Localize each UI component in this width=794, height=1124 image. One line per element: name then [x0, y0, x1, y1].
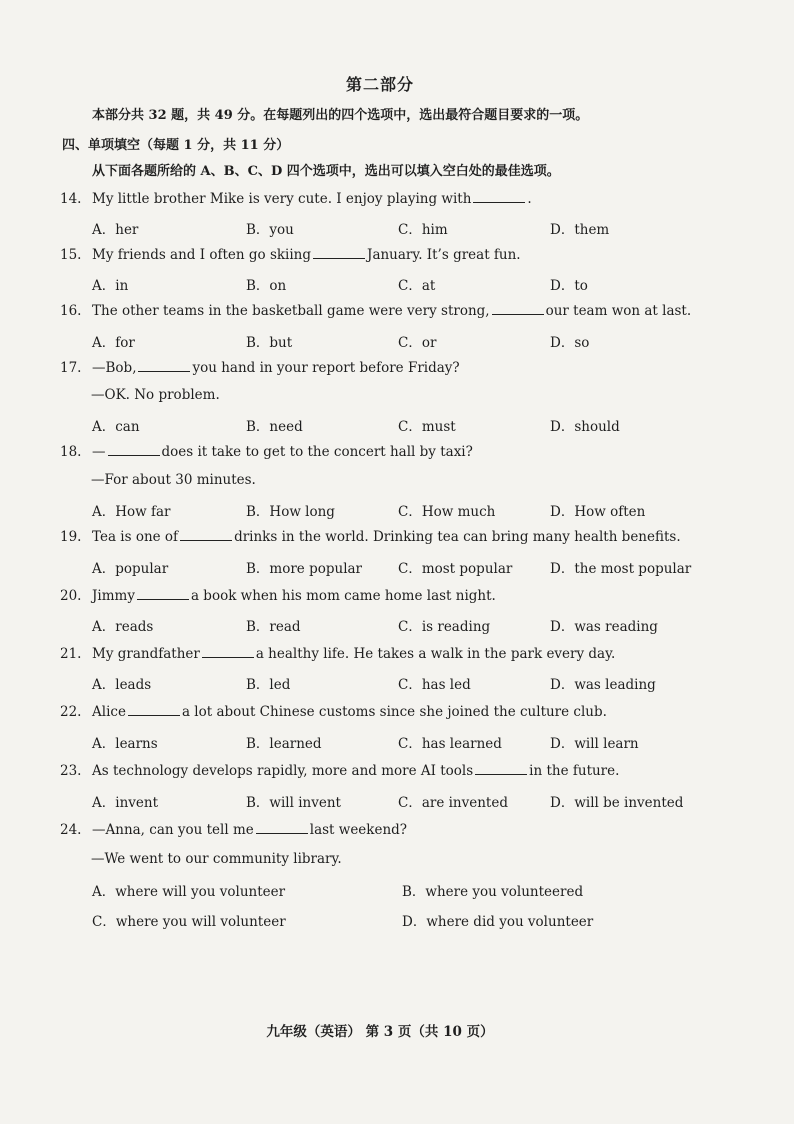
answer-blank	[180, 528, 232, 541]
question-number: 20.	[60, 588, 82, 604]
question-stem-before-blank: My little brother Mike is very cute. I enjoy playing with	[92, 191, 472, 207]
option-c[interactable]: C．at	[398, 278, 436, 294]
option-c[interactable]: C．How much	[398, 504, 496, 520]
question-stem-after-blank: our team won at last.	[545, 303, 692, 319]
options-row	[92, 673, 732, 693]
question-number: 23.	[60, 763, 82, 779]
option-b[interactable]: B．learned	[246, 736, 322, 752]
options-row	[92, 910, 732, 930]
question-14	[60, 190, 740, 207]
question-stem-after-blank: you hand in your report before Friday?	[192, 360, 460, 376]
question-stem-after-blank: .	[527, 191, 532, 207]
option-b[interactable]: B．where you volunteered	[402, 884, 584, 900]
question-stem-before-blank: Alice	[92, 704, 126, 720]
question-stem-after-blank: January. It’s great fun.	[367, 247, 521, 263]
option-b[interactable]: B．How long	[246, 504, 335, 520]
question-number: 15.	[60, 247, 82, 263]
question-stem-before-blank: The other teams in the basketball game were very strong,	[92, 303, 490, 319]
question-20	[60, 587, 740, 604]
question-stem-after-blank: a healthy life. He takes a walk in the park every day.	[255, 646, 616, 662]
answer-blank	[313, 246, 365, 259]
option-d[interactable]: D．to	[550, 278, 588, 294]
options-row	[92, 274, 732, 294]
option-a[interactable]: A．her	[92, 222, 139, 238]
question-stem-after-blank: a lot about Chinese customs since she joined the culture club.	[181, 704, 607, 720]
question-stem-after-blank: last weekend?	[309, 822, 408, 838]
option-c[interactable]: C．him	[398, 222, 448, 238]
question-stem-after-blank: a book when his mom came home last night.	[190, 588, 496, 604]
option-d[interactable]: D．will be invented	[550, 795, 684, 811]
question-stem-before-blank: —Bob,	[92, 360, 137, 376]
question-23	[60, 762, 740, 779]
options-row	[92, 880, 732, 900]
question-stem-before-blank: My grandfather	[92, 646, 200, 662]
option-b[interactable]: B．but	[246, 335, 293, 351]
question-reply-line: —We went to our community library.	[91, 851, 342, 867]
question-number: 19.	[60, 529, 82, 545]
question-19	[60, 528, 740, 545]
option-d[interactable]: D．where did you volunteer	[402, 914, 594, 930]
option-b[interactable]: B．led	[246, 677, 291, 693]
question-number: 16.	[60, 303, 82, 319]
question-stem-after-blank: drinks in the world. Drinking tea can bring many health benefits.	[234, 529, 681, 545]
option-a[interactable]: A．where will you volunteer	[92, 884, 286, 900]
question-stem-before-blank: —	[92, 444, 106, 460]
options-row	[92, 615, 732, 635]
option-a[interactable]: A．invent	[92, 795, 158, 811]
question-stem-before-blank: —Anna, can you tell me	[92, 822, 254, 838]
options-row	[92, 791, 732, 811]
options-row	[92, 500, 732, 520]
option-a[interactable]: A．can	[92, 419, 140, 435]
question-16	[60, 302, 740, 319]
page-footer: 九年级（英语） 第 3 页（共 10 页）	[266, 1024, 494, 1040]
question-stem-after-blank: does it take to get to the concert hall by taxi?	[161, 444, 473, 460]
answer-blank	[137, 587, 189, 600]
question-number: 22.	[60, 704, 82, 720]
option-c[interactable]: C．where you will volunteer	[92, 914, 286, 930]
options-row	[92, 415, 732, 435]
question-17	[60, 359, 740, 376]
option-d[interactable]: D．the most popular	[550, 561, 692, 577]
options-row	[92, 218, 732, 238]
option-a[interactable]: A．in	[92, 278, 129, 294]
option-b[interactable]: B．need	[246, 419, 303, 435]
option-a[interactable]: A．for	[92, 335, 135, 351]
question-number: 17.	[60, 360, 82, 376]
option-a[interactable]: A．popular	[92, 561, 169, 577]
option-c[interactable]: C．most popular	[398, 561, 513, 577]
answer-blank	[492, 302, 544, 315]
option-c[interactable]: C．has led	[398, 677, 471, 693]
option-b[interactable]: B．more popular	[246, 561, 363, 577]
answer-blank	[138, 359, 190, 372]
option-d[interactable]: D．them	[550, 222, 610, 238]
option-d[interactable]: D．will learn	[550, 736, 639, 752]
question-24	[60, 821, 740, 838]
option-c[interactable]: C．are invented	[398, 795, 508, 811]
answer-blank	[473, 190, 525, 203]
option-a[interactable]: A．reads	[92, 619, 154, 635]
section-heading: 四、单项填空（每题 1 分，共 11 分）	[62, 138, 290, 153]
answer-blank	[475, 762, 527, 775]
options-row	[92, 732, 732, 752]
question-number: 24.	[60, 822, 82, 838]
option-a[interactable]: A．leads	[92, 677, 152, 693]
option-d[interactable]: D．so	[550, 335, 590, 351]
option-c[interactable]: C．must	[398, 419, 456, 435]
question-number: 14.	[60, 191, 82, 207]
option-b[interactable]: B．read	[246, 619, 301, 635]
options-row	[92, 557, 732, 577]
part-title: 第二部分	[345, 75, 414, 94]
question-18	[60, 443, 740, 460]
question-stem-before-blank: Jimmy	[92, 588, 135, 604]
option-b[interactable]: B．on	[246, 278, 287, 294]
option-d[interactable]: D．was leading	[550, 677, 656, 693]
section-instruction: 从下面各题所给的 A、B、C、D 四个选项中，选出可以填入空白处的最佳选项。	[92, 164, 560, 179]
question-15	[60, 246, 740, 263]
part-intro: 本部分共 32 题，共 49 分。在每题列出的四个选项中，选出最符合题目要求的一项。	[92, 108, 589, 123]
option-b[interactable]: B．will invent	[246, 795, 341, 811]
answer-blank	[128, 703, 180, 716]
question-22	[60, 703, 740, 720]
option-b[interactable]: B．you	[246, 222, 294, 238]
option-a[interactable]: A．learns	[92, 736, 158, 752]
option-d[interactable]: D．was reading	[550, 619, 658, 635]
question-stem-after-blank: in the future.	[529, 763, 620, 779]
options-row	[92, 331, 732, 351]
question-stem-before-blank: Tea is one of	[92, 529, 179, 545]
question-stem-before-blank: As technology develops rapidly, more and more AI tools	[92, 763, 474, 779]
answer-blank	[256, 821, 308, 834]
option-d[interactable]: D．should	[550, 419, 620, 435]
option-c[interactable]: C．or	[398, 335, 437, 351]
option-c[interactable]: C．has learned	[398, 736, 502, 752]
option-a[interactable]: A．How far	[92, 504, 171, 520]
option-c[interactable]: C．is reading	[398, 619, 491, 635]
question-number: 21.	[60, 646, 82, 662]
question-reply-line: —For about 30 minutes.	[91, 472, 256, 488]
question-21	[60, 645, 740, 662]
question-stem-before-blank: My friends and I often go skiing	[92, 247, 312, 263]
option-d[interactable]: D．How often	[550, 504, 646, 520]
question-reply-line: —OK. No problem.	[91, 387, 220, 403]
answer-blank	[108, 443, 160, 456]
question-number: 18.	[60, 444, 82, 460]
answer-blank	[202, 645, 254, 658]
